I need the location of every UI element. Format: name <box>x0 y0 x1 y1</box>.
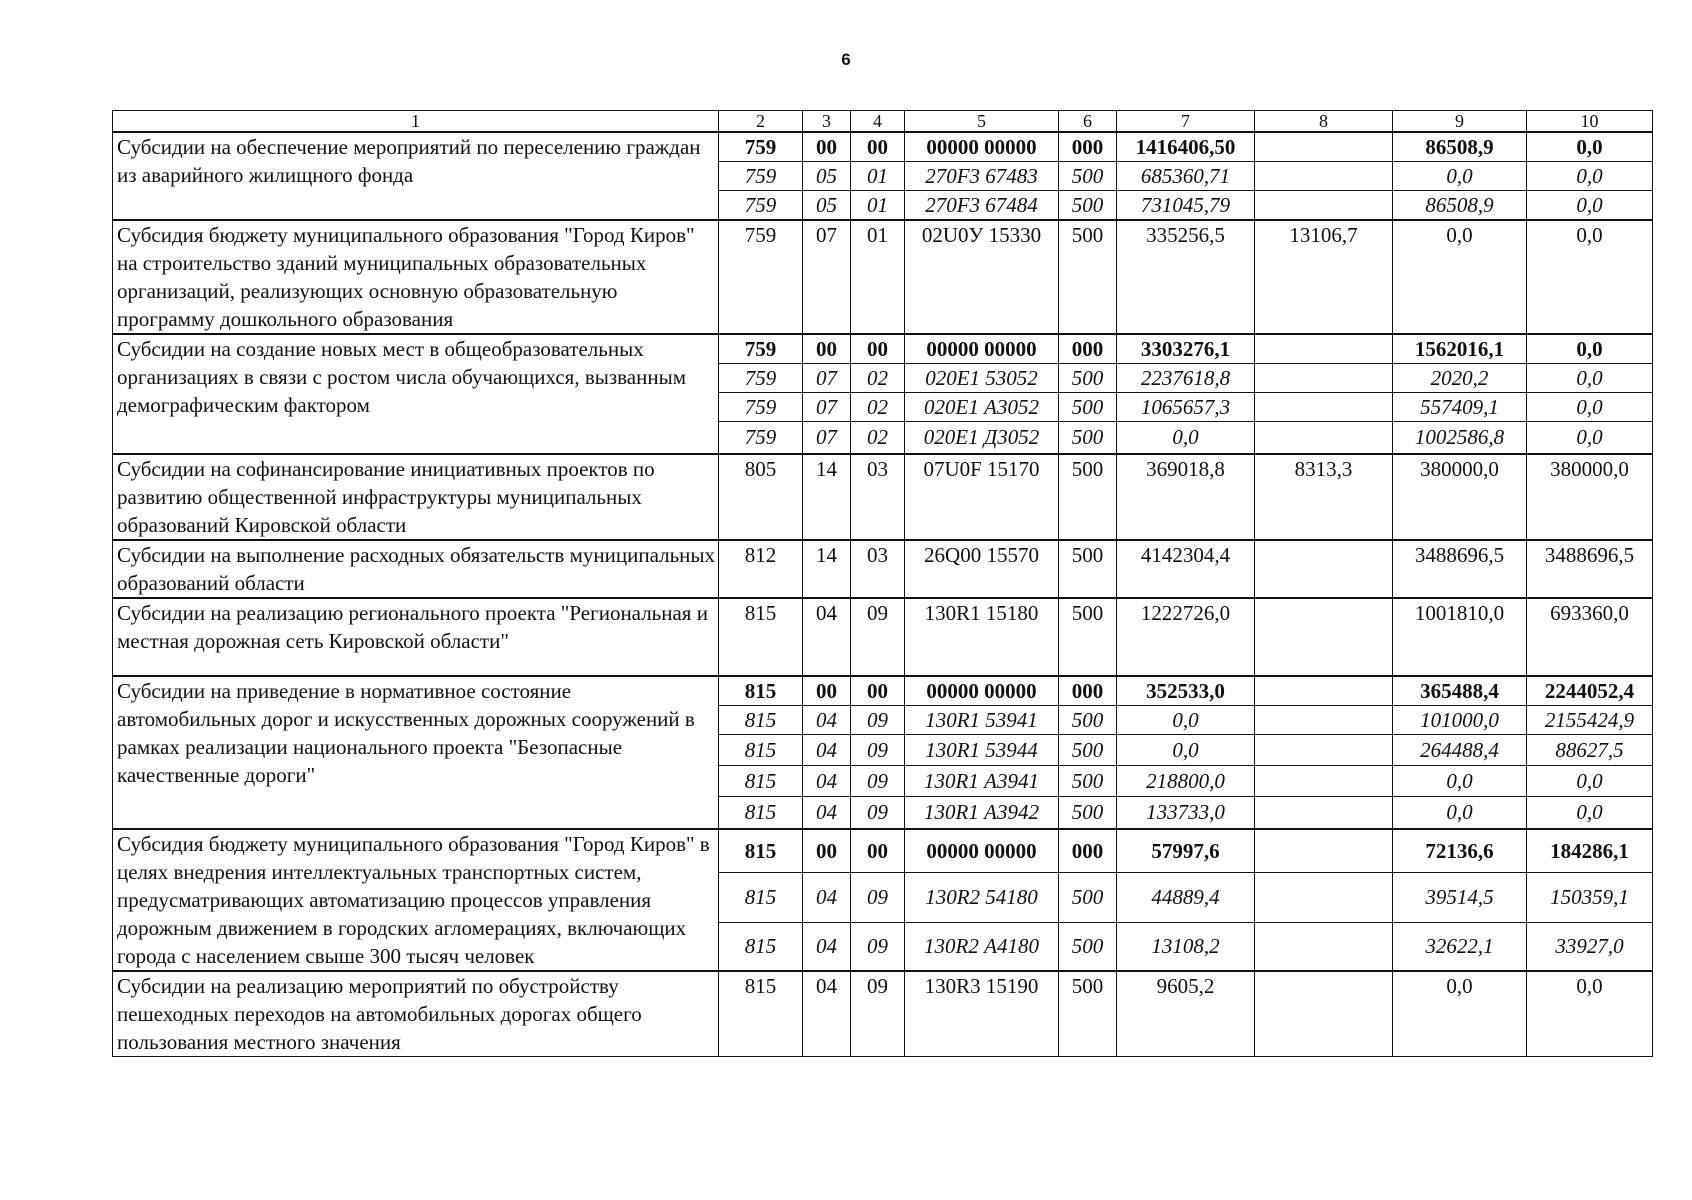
table-cell-col-7: 9605,2 <box>1117 971 1255 1057</box>
table-cell-col-8 <box>1255 162 1393 191</box>
table-cell-col-2: 815 <box>719 922 803 971</box>
table-cell-col-5: 00000 00000 <box>905 334 1059 364</box>
table-cell-col-4: 00 <box>851 829 905 872</box>
table-cell-col-5: 00000 00000 <box>905 676 1059 706</box>
table-cell-col-8 <box>1255 598 1393 676</box>
table-cell-col-9: 0,0 <box>1393 765 1527 796</box>
table-cell-col-4: 09 <box>851 598 905 676</box>
table-cell-col-3: 00 <box>803 334 851 364</box>
table-cell-col-4: 09 <box>851 922 905 971</box>
row-description: Субсидии на софинансирование инициативных проектов по развитию общественной инфраструктуры муниципальных образований Кировской области <box>113 454 719 540</box>
table-cell-col-10: 88627,5 <box>1527 734 1653 765</box>
table-cell-col-5: 020E1 А3052 <box>905 393 1059 422</box>
column-header: 5 <box>905 111 1059 133</box>
table-cell-col-10: 33927,0 <box>1527 922 1653 971</box>
table-cell-col-2: 815 <box>719 598 803 676</box>
table-cell-col-7: 0,0 <box>1117 734 1255 765</box>
table-cell-col-4: 00 <box>851 334 905 364</box>
table-cell-col-6: 500 <box>1059 598 1117 676</box>
table-cell-col-2: 759 <box>719 191 803 221</box>
table-cell-col-10: 0,0 <box>1527 393 1653 422</box>
table-cell-col-8 <box>1255 393 1393 422</box>
table-cell-col-3: 07 <box>803 220 851 334</box>
table-cell-col-2: 815 <box>719 971 803 1057</box>
table-cell-col-10: 693360,0 <box>1527 598 1653 676</box>
table-cell-col-3: 14 <box>803 540 851 598</box>
table-cell-col-4: 09 <box>851 872 905 922</box>
table-row <box>113 829 1653 872</box>
table-cell-col-3: 04 <box>803 872 851 922</box>
table-cell-col-8 <box>1255 364 1393 393</box>
table-cell-col-10: 184286,1 <box>1527 829 1653 872</box>
row-description: Субсидии на обеспечение мероприятий по переселению граждан из аварийного жилищного фонда <box>113 132 719 220</box>
table-cell-col-4: 02 <box>851 393 905 422</box>
table-cell-col-9: 0,0 <box>1393 971 1527 1057</box>
table-row <box>113 540 1653 598</box>
table-cell-col-7: 3303276,1 <box>1117 334 1255 364</box>
column-header: 2 <box>719 111 803 133</box>
column-header: 9 <box>1393 111 1527 133</box>
table-cell-col-9: 2020,2 <box>1393 364 1527 393</box>
table-cell-col-4: 09 <box>851 765 905 796</box>
table-cell-col-10: 150359,1 <box>1527 872 1653 922</box>
row-description: Субсидии на создание новых мест в общеобразовательных организациях в связи с ростом числа обучающихся, вызванным демографическим фактором <box>113 334 719 454</box>
table-row <box>113 220 1653 334</box>
table-cell-col-2: 759 <box>719 220 803 334</box>
table-cell-col-8 <box>1255 132 1393 162</box>
table-cell-col-2: 815 <box>719 676 803 706</box>
table-cell-col-10: 0,0 <box>1527 220 1653 334</box>
table-cell-col-2: 815 <box>719 765 803 796</box>
table-cell-col-10: 0,0 <box>1527 132 1653 162</box>
budget-table <box>112 110 1653 1057</box>
table-cell-col-2: 815 <box>719 872 803 922</box>
table-cell-col-8: 13106,7 <box>1255 220 1393 334</box>
table-cell-col-4: 03 <box>851 454 905 540</box>
table-cell-col-8 <box>1255 971 1393 1057</box>
table-cell-col-3: 05 <box>803 191 851 221</box>
table-cell-col-3: 07 <box>803 393 851 422</box>
table-cell-col-9: 86508,9 <box>1393 191 1527 221</box>
table-cell-col-9: 0,0 <box>1393 162 1527 191</box>
table-cell-col-6: 000 <box>1059 676 1117 706</box>
table-cell-col-5: 130R1 А3941 <box>905 765 1059 796</box>
table-cell-col-8 <box>1255 676 1393 706</box>
table-cell-col-3: 04 <box>803 922 851 971</box>
table-cell-col-2: 805 <box>719 454 803 540</box>
table-cell-col-6: 500 <box>1059 191 1117 221</box>
table-cell-col-9: 1002586,8 <box>1393 422 1527 454</box>
table-cell-col-6: 500 <box>1059 393 1117 422</box>
table-row <box>113 676 1653 706</box>
table-cell-col-7: 133733,0 <box>1117 796 1255 829</box>
table-cell-col-7: 0,0 <box>1117 422 1255 454</box>
table-cell-col-2: 759 <box>719 364 803 393</box>
table-cell-col-10: 2155424,9 <box>1527 705 1653 734</box>
table-cell-col-10: 2244052,4 <box>1527 676 1653 706</box>
table-cell-col-3: 00 <box>803 132 851 162</box>
column-header: 10 <box>1527 111 1653 133</box>
table-cell-col-9: 39514,5 <box>1393 872 1527 922</box>
table-cell-col-4: 09 <box>851 705 905 734</box>
table-cell-col-5: 26Q00 15570 <box>905 540 1059 598</box>
table-cell-col-4: 01 <box>851 220 905 334</box>
table-cell-col-8 <box>1255 796 1393 829</box>
column-header: 8 <box>1255 111 1393 133</box>
table-cell-col-8 <box>1255 765 1393 796</box>
table-cell-col-6: 000 <box>1059 132 1117 162</box>
row-description: Субсидии на выполнение расходных обязательств муниципальных образований области <box>113 540 719 598</box>
table-cell-col-3: 00 <box>803 829 851 872</box>
row-description: Субсидия бюджету муниципального образования "Город Киров" в целях внедрения интеллектуальных транспортных систем, предусматривающих автоматизацию процессов управления дорожным движением в городских агломерациях, включающих города с населением свыше 300 тысяч человек <box>113 829 719 971</box>
table-cell-col-3: 04 <box>803 705 851 734</box>
table-cell-col-2: 759 <box>719 162 803 191</box>
table-cell-col-2: 759 <box>719 132 803 162</box>
table-cell-col-6: 500 <box>1059 872 1117 922</box>
table-cell-col-4: 00 <box>851 132 905 162</box>
table-cell-col-2: 815 <box>719 829 803 872</box>
table-cell-col-9: 86508,9 <box>1393 132 1527 162</box>
table-cell-col-3: 07 <box>803 422 851 454</box>
table-cell-col-8 <box>1255 829 1393 872</box>
table-cell-col-8 <box>1255 922 1393 971</box>
table-cell-col-10: 0,0 <box>1527 971 1653 1057</box>
table-cell-col-3: 04 <box>803 765 851 796</box>
table-cell-col-10: 0,0 <box>1527 364 1653 393</box>
column-header: 3 <box>803 111 851 133</box>
table-cell-col-5: 130R1 53941 <box>905 705 1059 734</box>
table-cell-col-2: 815 <box>719 796 803 829</box>
table-cell-col-9: 1001810,0 <box>1393 598 1527 676</box>
table-cell-col-4: 02 <box>851 364 905 393</box>
table-cell-col-8 <box>1255 334 1393 364</box>
table-cell-col-3: 00 <box>803 676 851 706</box>
table-cell-col-4: 01 <box>851 162 905 191</box>
table-cell-col-2: 812 <box>719 540 803 598</box>
table-cell-col-5: 020E1 Д3052 <box>905 422 1059 454</box>
table-cell-col-7: 44889,4 <box>1117 872 1255 922</box>
table-cell-col-8 <box>1255 734 1393 765</box>
column-header: 1 <box>113 111 719 133</box>
table-cell-col-9: 0,0 <box>1393 796 1527 829</box>
table-cell-col-10: 0,0 <box>1527 334 1653 364</box>
table-cell-col-5: 130R2 54180 <box>905 872 1059 922</box>
table-cell-col-6: 500 <box>1059 734 1117 765</box>
table-cell-col-6: 500 <box>1059 220 1117 334</box>
table-cell-col-6: 500 <box>1059 922 1117 971</box>
table-cell-col-4: 09 <box>851 971 905 1057</box>
table-row <box>113 132 1653 162</box>
table-cell-col-3: 07 <box>803 364 851 393</box>
table-cell-col-7: 369018,8 <box>1117 454 1255 540</box>
table-cell-col-4: 00 <box>851 676 905 706</box>
row-description: Субсидия бюджету муниципального образования "Город Киров" на строительство зданий муниципальных образовательных организаций, реализующих основную образовательную программу дошкольного образования <box>113 220 719 334</box>
table-row <box>113 598 1653 676</box>
table-cell-col-2: 759 <box>719 334 803 364</box>
row-description: Субсидии на приведение в нормативное состояние автомобильных дорог и искусственных дорожных сооружений в рамках реализации национального проекта "Безопасные качественные дороги" <box>113 676 719 830</box>
table-cell-col-7: 1416406,50 <box>1117 132 1255 162</box>
page-number: 6 <box>841 50 851 69</box>
table-cell-col-7: 218800,0 <box>1117 765 1255 796</box>
table-cell-col-9: 264488,4 <box>1393 734 1527 765</box>
table-cell-col-6: 500 <box>1059 971 1117 1057</box>
table-cell-col-7: 731045,79 <box>1117 191 1255 221</box>
table-cell-col-7: 13108,2 <box>1117 922 1255 971</box>
table-cell-col-5: 130R1 А3942 <box>905 796 1059 829</box>
table-cell-col-7: 1222726,0 <box>1117 598 1255 676</box>
table-cell-col-9: 32622,1 <box>1393 922 1527 971</box>
table-cell-col-4: 02 <box>851 422 905 454</box>
column-header: 7 <box>1117 111 1255 133</box>
table-cell-col-3: 14 <box>803 454 851 540</box>
table-cell-col-5: 00000 00000 <box>905 132 1059 162</box>
table-cell-col-6: 500 <box>1059 765 1117 796</box>
table-cell-col-6: 500 <box>1059 540 1117 598</box>
table-cell-col-3: 05 <box>803 162 851 191</box>
table-cell-col-6: 500 <box>1059 162 1117 191</box>
table-cell-col-3: 04 <box>803 598 851 676</box>
table-cell-col-6: 500 <box>1059 422 1117 454</box>
column-header: 6 <box>1059 111 1117 133</box>
table-cell-col-10: 3488696,5 <box>1527 540 1653 598</box>
table-cell-col-8 <box>1255 705 1393 734</box>
table-cell-col-5: 02U0У 15330 <box>905 220 1059 334</box>
table-cell-col-8: 8313,3 <box>1255 454 1393 540</box>
table-cell-col-5: 130R3 15190 <box>905 971 1059 1057</box>
table-cell-col-10: 380000,0 <box>1527 454 1653 540</box>
table-cell-col-7: 57997,6 <box>1117 829 1255 872</box>
table-cell-col-7: 685360,71 <box>1117 162 1255 191</box>
table-cell-col-5: 130R1 53944 <box>905 734 1059 765</box>
table-cell-col-2: 759 <box>719 422 803 454</box>
table-cell-col-5: 00000 00000 <box>905 829 1059 872</box>
table-cell-col-7: 352533,0 <box>1117 676 1255 706</box>
table-cell-col-5: 130R2 А4180 <box>905 922 1059 971</box>
table-cell-col-6: 500 <box>1059 454 1117 540</box>
table-cell-col-4: 01 <box>851 191 905 221</box>
table-cell-col-7: 1065657,3 <box>1117 393 1255 422</box>
table-cell-col-3: 04 <box>803 796 851 829</box>
table-cell-col-10: 0,0 <box>1527 765 1653 796</box>
table-cell-col-9: 380000,0 <box>1393 454 1527 540</box>
table-cell-col-2: 759 <box>719 393 803 422</box>
table-cell-col-10: 0,0 <box>1527 796 1653 829</box>
column-header: 4 <box>851 111 905 133</box>
table-cell-col-9: 101000,0 <box>1393 705 1527 734</box>
table-row <box>113 334 1653 364</box>
table-cell-col-7: 0,0 <box>1117 705 1255 734</box>
table-cell-col-2: 815 <box>719 734 803 765</box>
table-cell-col-8 <box>1255 872 1393 922</box>
header-row <box>113 111 1653 133</box>
table-cell-col-8 <box>1255 540 1393 598</box>
table-cell-col-9: 3488696,5 <box>1393 540 1527 598</box>
table-cell-col-3: 04 <box>803 971 851 1057</box>
table-cell-col-3: 04 <box>803 734 851 765</box>
table-cell-col-4: 09 <box>851 734 905 765</box>
table-cell-col-6: 500 <box>1059 364 1117 393</box>
table-cell-col-6: 000 <box>1059 829 1117 872</box>
table-cell-col-9: 72136,6 <box>1393 829 1527 872</box>
table-body <box>113 132 1653 1057</box>
table-cell-col-5: 270F3 67483 <box>905 162 1059 191</box>
table-cell-col-9: 365488,4 <box>1393 676 1527 706</box>
table-cell-col-10: 0,0 <box>1527 422 1653 454</box>
table-cell-col-2: 815 <box>719 705 803 734</box>
table-row <box>113 971 1653 1057</box>
table-cell-col-9: 0,0 <box>1393 220 1527 334</box>
table-cell-col-7: 4142304,4 <box>1117 540 1255 598</box>
table-cell-col-5: 270F3 67484 <box>905 191 1059 221</box>
table-cell-col-10: 0,0 <box>1527 162 1653 191</box>
row-description: Субсидии на реализацию регионального проекта "Региональная и местная дорожная сеть Кировской области" <box>113 598 719 676</box>
table-cell-col-4: 03 <box>851 540 905 598</box>
table-cell-col-7: 335256,5 <box>1117 220 1255 334</box>
table-cell-col-10: 0,0 <box>1527 191 1653 221</box>
table-cell-col-5: 07U0F 15170 <box>905 454 1059 540</box>
table-cell-col-8 <box>1255 191 1393 221</box>
row-description: Субсидии на реализацию мероприятий по обустройству пешеходных переходов на автомобильных дорогах общего пользования местного значения <box>113 971 719 1057</box>
table-cell-col-5: 020E1 53052 <box>905 364 1059 393</box>
table-cell-col-4: 09 <box>851 796 905 829</box>
table-cell-col-9: 1562016,1 <box>1393 334 1527 364</box>
table-row <box>113 454 1653 540</box>
table-cell-col-6: 500 <box>1059 705 1117 734</box>
table-cell-col-6: 500 <box>1059 796 1117 829</box>
table-cell-col-6: 000 <box>1059 334 1117 364</box>
table-cell-col-9: 557409,1 <box>1393 393 1527 422</box>
table-cell-col-8 <box>1255 422 1393 454</box>
table-cell-col-5: 130R1 15180 <box>905 598 1059 676</box>
table-cell-col-7: 2237618,8 <box>1117 364 1255 393</box>
